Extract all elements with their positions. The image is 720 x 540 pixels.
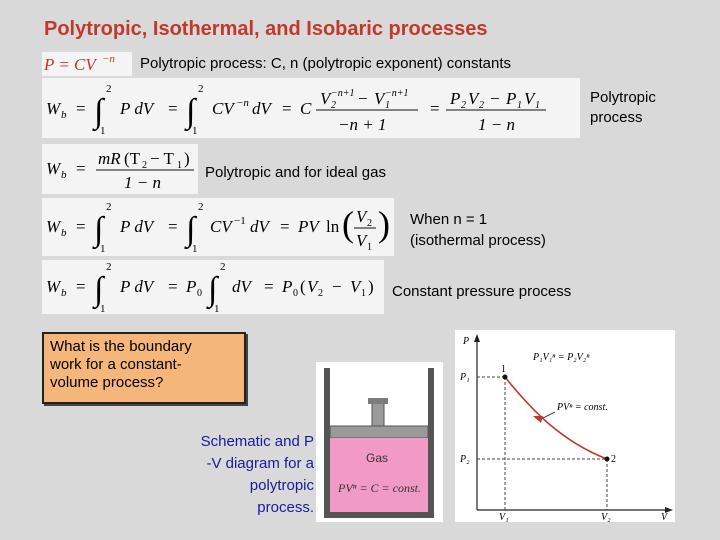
svg-text:−n: −n bbox=[236, 97, 249, 109]
svg-text:P dV: P dV bbox=[120, 277, 154, 296]
svg-text:P: P bbox=[506, 89, 517, 108]
svg-text:− T: − T bbox=[150, 149, 174, 168]
p-axis-arrow bbox=[474, 334, 480, 342]
polytropic-relation-equation bbox=[42, 52, 132, 76]
svg-text:1: 1 bbox=[517, 100, 522, 111]
p2-label: P₂ bbox=[460, 454, 470, 465]
question-note bbox=[42, 332, 246, 404]
svg-text:2: 2 bbox=[106, 261, 112, 273]
svg-text:−1: −1 bbox=[234, 215, 246, 227]
svg-text:V: V bbox=[307, 277, 318, 296]
svg-text:P: P bbox=[186, 277, 197, 296]
svg-text:∫: ∫ bbox=[208, 271, 218, 308]
pv-diagram bbox=[455, 330, 675, 522]
v-axis-label: V bbox=[661, 512, 668, 522]
svg-text:P dV: P dV bbox=[120, 217, 154, 236]
svg-text:V: V bbox=[350, 277, 361, 296]
svg-text:=: = bbox=[76, 217, 86, 236]
gas-label: Gas bbox=[366, 451, 389, 465]
svg-text:(: ( bbox=[342, 204, 354, 244]
svg-text:mR: mR bbox=[98, 149, 121, 168]
caption-line-3: polytropic bbox=[249, 477, 314, 494]
svg-text:2: 2 bbox=[461, 100, 466, 111]
svg-text:dV: dV bbox=[252, 99, 271, 118]
ideal-gas-work-label: Polytropic and for ideal gas bbox=[205, 164, 386, 181]
svg-text:1: 1 bbox=[385, 100, 390, 111]
svg-text:1: 1 bbox=[192, 243, 198, 255]
svg-text:): ) bbox=[368, 277, 374, 296]
svg-text:2: 2 bbox=[318, 288, 323, 299]
svg-text:ln: ln bbox=[326, 217, 340, 236]
svg-text:∫: ∫ bbox=[186, 93, 196, 130]
polytropic-work-equation bbox=[42, 78, 580, 138]
p1-label: P₁ bbox=[460, 372, 470, 383]
svg-text:1 − n: 1 − n bbox=[478, 115, 515, 134]
curve-label: PVⁿ = const. bbox=[557, 402, 608, 413]
svg-text:b: b bbox=[61, 227, 67, 239]
svg-text:W: W bbox=[46, 99, 61, 118]
svg-text:=: = bbox=[264, 277, 274, 296]
svg-text:−n: −n bbox=[102, 53, 115, 65]
svg-text:): ) bbox=[184, 149, 190, 168]
piston-rod bbox=[372, 400, 384, 428]
cylinder-base bbox=[324, 512, 434, 518]
svg-text:1: 1 bbox=[100, 243, 106, 255]
svg-text:): ) bbox=[378, 204, 390, 244]
svg-text:2: 2 bbox=[142, 160, 147, 171]
piston-cylinder-schematic bbox=[316, 362, 443, 522]
svg-text:V: V bbox=[320, 89, 331, 108]
svg-text:−: − bbox=[358, 89, 368, 108]
svg-text:−: − bbox=[332, 277, 342, 296]
svg-text:∫: ∫ bbox=[94, 93, 104, 130]
isothermal-label-line1: When n = 1 bbox=[410, 211, 488, 228]
svg-text:b: b bbox=[61, 109, 67, 121]
piston-rod-cap bbox=[368, 398, 388, 404]
svg-text:2: 2 bbox=[198, 83, 204, 95]
constant-pressure-work-equation bbox=[42, 260, 384, 314]
isothermal-work-equation bbox=[42, 198, 394, 256]
svg-text:=: = bbox=[76, 159, 86, 178]
svg-text:=: = bbox=[280, 217, 290, 236]
svg-text:1: 1 bbox=[100, 125, 106, 137]
question-line-2: work for a constant- bbox=[50, 356, 182, 373]
svg-text:P: P bbox=[450, 89, 461, 108]
svg-text:=: = bbox=[430, 99, 440, 118]
svg-text:=: = bbox=[282, 99, 292, 118]
svg-text:dV: dV bbox=[232, 277, 251, 296]
svg-text:2: 2 bbox=[479, 100, 484, 111]
svg-text:P = CV: P = CV bbox=[44, 55, 96, 74]
svg-text:(T: (T bbox=[124, 149, 141, 168]
polytropic-relation-label: Polytropic process: C, n (polytropic exponent) constants bbox=[140, 55, 512, 72]
svg-text:W: W bbox=[46, 159, 61, 178]
polytropic-curve bbox=[505, 377, 607, 459]
svg-text:W: W bbox=[46, 277, 61, 296]
svg-text:P: P bbox=[282, 277, 293, 296]
figure-caption bbox=[150, 431, 314, 519]
curve-direction-arrow bbox=[533, 416, 543, 423]
svg-text:V: V bbox=[468, 89, 479, 108]
slide-title: Polytropic, Isothermal, and Isobaric processes bbox=[44, 18, 488, 40]
svg-text:=: = bbox=[76, 99, 86, 118]
svg-text:0: 0 bbox=[293, 288, 298, 299]
svg-text:PV: PV bbox=[298, 217, 319, 236]
isothermal-label-line2: (isothermal process) bbox=[410, 232, 546, 249]
svg-text:C: C bbox=[300, 99, 312, 118]
svg-text:2: 2 bbox=[331, 100, 336, 111]
svg-text:2: 2 bbox=[367, 218, 372, 229]
svg-text:1: 1 bbox=[177, 160, 182, 171]
svg-text:CV: CV bbox=[212, 99, 234, 118]
gas-region bbox=[330, 438, 428, 512]
svg-text:V: V bbox=[356, 207, 367, 226]
svg-text:P dV: P dV bbox=[120, 99, 154, 118]
svg-text:1: 1 bbox=[100, 303, 106, 314]
state-point-2 bbox=[605, 457, 610, 462]
svg-text:∫: ∫ bbox=[94, 211, 104, 248]
svg-text:1: 1 bbox=[535, 100, 540, 111]
svg-text:−n + 1: −n + 1 bbox=[338, 115, 387, 134]
svg-text:V: V bbox=[374, 89, 385, 108]
isothermal-work-label bbox=[410, 209, 546, 251]
cylinder-left-wall bbox=[324, 368, 330, 518]
svg-text:∫: ∫ bbox=[186, 211, 196, 248]
piston-head bbox=[330, 426, 428, 438]
caption-line-4: process. bbox=[257, 499, 314, 516]
svg-text:2: 2 bbox=[106, 83, 112, 95]
svg-text:−n+1: −n+1 bbox=[385, 88, 409, 99]
question-line-1: What is the boundary bbox=[50, 338, 192, 355]
svg-text:b: b bbox=[61, 169, 67, 181]
cylinder-right-wall bbox=[428, 368, 434, 518]
polytropic-work-label: Polytropic process bbox=[590, 89, 656, 126]
svg-text:1: 1 bbox=[192, 125, 198, 137]
svg-text:dV: dV bbox=[250, 217, 269, 236]
svg-text:1: 1 bbox=[361, 288, 366, 299]
svg-text:W: W bbox=[46, 217, 61, 236]
svg-text:−: − bbox=[490, 89, 500, 108]
piston-law-label: PVⁿ = C = const. bbox=[338, 481, 421, 495]
svg-text:1: 1 bbox=[214, 303, 220, 314]
svg-text:2: 2 bbox=[220, 261, 226, 273]
curve-label-leader bbox=[543, 412, 555, 418]
svg-text:0: 0 bbox=[197, 288, 202, 299]
svg-text:=: = bbox=[168, 99, 178, 118]
svg-text:V: V bbox=[524, 89, 535, 108]
caption-line-1: Schematic and P bbox=[200, 433, 314, 450]
svg-text:1: 1 bbox=[367, 242, 372, 253]
point-2-label: 2 bbox=[611, 454, 616, 465]
ideal-gas-work-equation bbox=[42, 144, 198, 194]
caption-line-2: -V diagram for a bbox=[206, 455, 314, 472]
svg-text:2: 2 bbox=[106, 201, 112, 213]
v1-label: V₁ bbox=[499, 512, 509, 522]
svg-text:b: b bbox=[61, 287, 67, 299]
svg-text:1 − n: 1 − n bbox=[124, 173, 161, 192]
svg-text:∫: ∫ bbox=[94, 271, 104, 308]
constant-pressure-work-label: Constant pressure process bbox=[392, 283, 572, 300]
svg-text:=: = bbox=[76, 277, 86, 296]
svg-text:=: = bbox=[168, 217, 178, 236]
p-axis-label: P bbox=[463, 336, 470, 347]
polytropic-relation-annotation: P₁V₁ⁿ = P₂V₂ⁿ bbox=[533, 352, 590, 363]
svg-text:CV: CV bbox=[210, 217, 232, 236]
question-line-3: volume process? bbox=[50, 374, 164, 391]
svg-text:(: ( bbox=[300, 277, 306, 296]
svg-text:2: 2 bbox=[198, 201, 204, 213]
svg-text:V: V bbox=[356, 231, 367, 250]
svg-text:=: = bbox=[168, 277, 178, 296]
point-1-label: 1 bbox=[501, 364, 506, 375]
svg-text:−n+1: −n+1 bbox=[331, 88, 355, 99]
v2-label: V₂ bbox=[601, 512, 611, 522]
state-point-1 bbox=[503, 375, 508, 380]
